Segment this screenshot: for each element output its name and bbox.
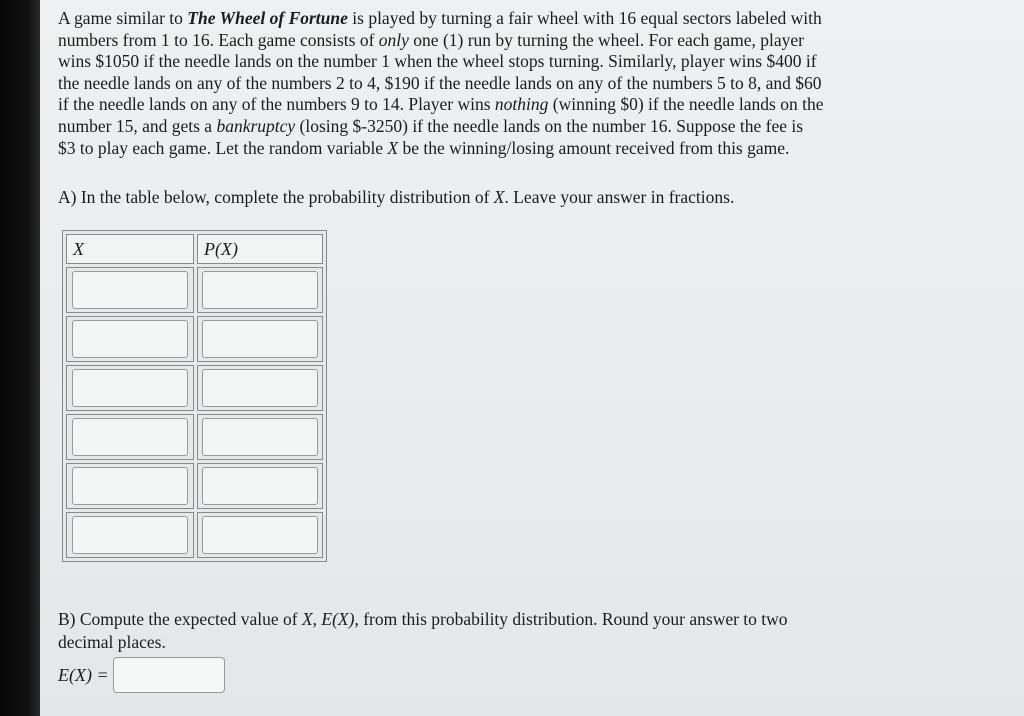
x-value-input[interactable] [72,271,188,309]
problem-line [58,116,898,138]
x-value-input[interactable] [72,467,188,505]
text: number 15, and gets a [58,115,217,136]
table-row [66,463,323,509]
x-value-input[interactable] [72,369,188,407]
text: if the needle lands on any of the numbers 9 to 14. Player wins [58,94,495,115]
table-row [66,365,323,411]
table-row [66,512,323,558]
part-a-prompt [58,187,734,208]
expected-value-symbol: E(X) [321,609,355,629]
screen-bezel [0,0,40,716]
probability-input[interactable] [202,369,318,407]
probability-input[interactable] [202,320,318,358]
problem-line: the needle lands on any of the numbers 2 to 4, $190 if the needle lands on any of the numbers 5 to 8, and $60 [58,72,822,93]
probability-input[interactable] [202,271,318,309]
text: (winning $0) if the needle lands on the [548,94,824,115]
header-x: X [66,234,194,264]
emphasis: only [378,29,409,50]
problem-statement [58,8,898,159]
text: A) In the table below, complete the probability distribution of [58,187,494,207]
emphasis: nothing [494,94,549,115]
x-value-input[interactable] [72,418,188,456]
text: $3 to play each game. Let the random variable [58,137,388,158]
expected-value-label: E(X) = [58,664,109,685]
variable: X [493,187,505,207]
header-px: P(X) [197,234,323,264]
text: (losing $-3250) if the needle lands on the number 16. Suppose the fee is [295,115,804,136]
variable: X [387,137,399,158]
problem-line [58,138,898,160]
probability-input[interactable] [202,467,318,505]
question-page [40,0,1024,716]
text: one (1) run by turning the wheel. For each game, player [408,29,804,50]
part-b-line [58,608,878,631]
part-b-prompt [58,608,878,654]
table-row [66,414,323,460]
game-title: The Wheel of Fortune [187,8,348,28]
variable: X [301,609,313,629]
probability-input[interactable] [202,418,318,456]
table-row [66,316,323,362]
probability-table [62,230,327,562]
text: numbers from 1 to 16. Each game consists of [58,29,379,50]
table-row [66,267,323,313]
problem-line: wins $1050 if the needle lands on the number 1 when the wheel stops turning. Similarly, player wins $400 if [58,51,817,72]
text: , from this probability distribution. Round your answer to two [354,609,788,629]
expected-value-row [58,657,225,693]
part-b-line: decimal places. [58,632,166,652]
text: , [312,609,322,629]
text: . Leave your answer in fractions. [504,187,735,207]
text: is played by turning a fair wheel with 16 equal sectors labeled with [347,8,822,28]
text: B) Compute the expected value of [58,609,302,629]
probability-input[interactable] [202,516,318,554]
problem-line [58,94,898,116]
text: A game similar to [58,8,188,28]
x-value-input[interactable] [72,516,188,554]
expected-value-input[interactable] [113,657,225,693]
x-value-input[interactable] [72,320,188,358]
problem-line [58,30,898,52]
problem-line [58,8,898,30]
emphasis: bankruptcy [216,115,296,136]
text: be the winning/losing amount received from this game. [398,137,790,158]
